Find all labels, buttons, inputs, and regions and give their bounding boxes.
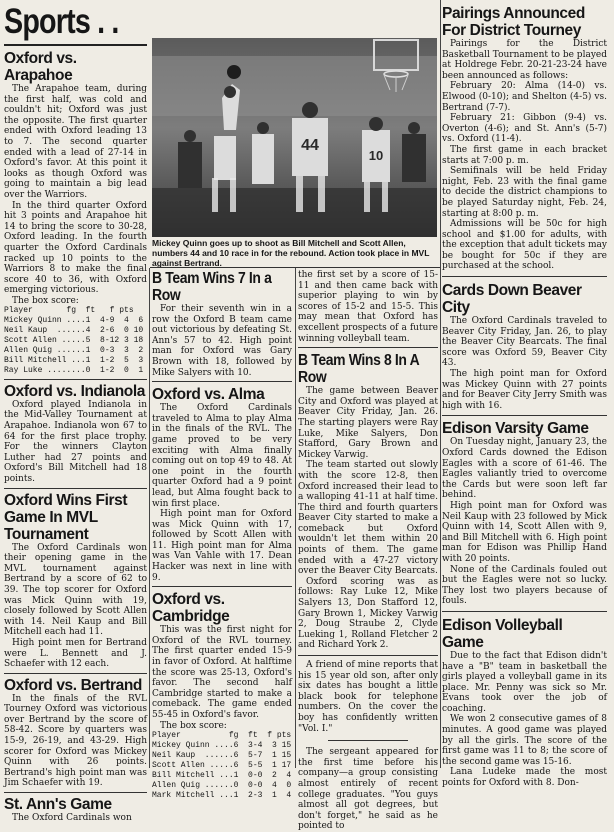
pairings-paragraph: Semifinals will be held Friday night, Feb. 23 with the final game to decide the district champions to be played Saturday night, Feb. 24, starting at 8:00 p. m.: [442, 166, 607, 219]
edison-headline: Edison Varsity Game: [442, 420, 589, 438]
arapahoe-headline: Oxford vs. Arapahoe: [4, 50, 77, 84]
column-middle-right: [298, 270, 438, 832]
indianola-headline: Oxford vs. Indianola: [4, 382, 145, 400]
misc-paragraph: The sergeant appeared for the first time before his company—a group consisting almost entirely of recent college graduates. "You guys almost all got degrees, but don't forget," he said as he pointed to: [298, 747, 438, 832]
beaver-headline: Cards Down Beaver City: [442, 282, 582, 317]
column-right: [442, 0, 607, 789]
photo: [152, 38, 437, 237]
bteam8-headline: B Team Wins 8 In A Row: [298, 352, 419, 387]
edison-paragraph: High point man for Oxford was Neil Kaup with 23 followed by Mick Quinn with 14, Scott Allen with 9, and Bill Mitchell with 6. High point man for Edison was Phillip Hand with 20 points.: [442, 500, 607, 564]
cambridge-paragraph: This was the first night for Oxford of the RVL tourney. The first quarter ended 15-9 in favor of Oxford. At halftime the score was 25-13, Oxford's favor. The second half Cambridge started to make a comeback. The game ended 55-45 in Oxford's favor.: [152, 625, 292, 720]
bteam8-paragraph: The game between Beaver City and Oxford was played at Beaver City Friday, Jan. 26. The starting players were Ray Luke, Mike Salyers, Don Stafford, Gary Brown and Mickey Varwig.: [298, 386, 438, 460]
cambridge-box-title: The box score:: [160, 720, 227, 731]
column-rule: [440, 0, 441, 768]
arapahoe-box-title: The box score:: [12, 295, 79, 306]
masthead: Sports . .: [4, 2, 119, 41]
bertrand-headline: Oxford vs. Bertrand: [4, 676, 142, 694]
pairings-paragraph: February 21: Gibbon (9-4) vs. Overton (4-6); and St. Ann's (5-7) vs. Oxford (11-4).: [442, 113, 607, 145]
edison-paragraph: None of the Cardinals fouled out but the Eagles were not so lucky. They lost two players because of fouls.: [442, 564, 607, 607]
basketball-photo: [152, 38, 437, 237]
divider: [328, 740, 408, 741]
divider: [4, 488, 147, 489]
st-anns-paragraph: The Oxford Cardinals won: [12, 813, 132, 824]
volleyball-continued: the first set by a score of 15-11 and then came back with superior playing to win by scores of 15-2 and 15-5. This may mean that Oxford has excellent prospects of a future winning volleyball team.: [298, 270, 438, 344]
bteam8-paragraph: Oxford scoring was as follows: Ray Luke 12, Mike Salyers 13, Don Stafford 12, Gary Brown 1, Mickey Varwig 2, Doug Straube 2, Clyde Lueking 1, Rolland Fletcher 2 and Richard York 2.: [298, 576, 438, 651]
beaver-paragraph: The high point man for Oxford was Mickey Quinn with 27 points and for Beaver City Jerry Smith was high with 16.: [442, 369, 607, 411]
alma-paragraph: High point man for Oxford was Mick Quinn with 17, followed by Scott Allen with 11. High point man for Alma was Van Vahle with 17. Dean Hacker was next in line with 9.: [152, 509, 292, 583]
masthead-rule: [4, 44, 147, 46]
divider: [4, 792, 147, 793]
bteam8-paragraph: The team started out slowly with the score 12-8, then Oxford increased their lead to a walloping 41-11 at half time. The third and fourth quarters Beaver City started to make a comeback but Oxford wouldn't let them within 20 points of them. The game ended with a 47-27 victory over the Beaver City Bearcats.: [298, 460, 438, 577]
pairings-paragraph: Admissions will be 50c for high school and $1.00 for adults, with the exception that adult tickets may be bought for 50c if they are purchased at the school.: [442, 219, 607, 272]
caption-rule: [150, 267, 440, 268]
beaver-paragraph: The Oxford Cardinals traveled to Beaver City Friday, Jan. 26, to play the Beaver City Bearcats. The final score was Oxford 59, Beaver City 43.: [442, 316, 607, 369]
pairings-headline: Pairings Announced For District Tourney: [442, 5, 585, 39]
edison-volley-paragraph: We won 2 consecutive games of 8 minutes. A good game was played by all the girls. The score of the first game was 11 to 8; the score of the second game was 15-16.: [442, 714, 607, 767]
alma-paragraph: The Oxford Cardinals traveled to Alma to play Alma in the finals of the RVL. The game proved to be very exciting with Alma finally coming out on top 49 to 48. At one point in the fourth quarter Oxford had a 9 point lead, but Alma fought back to win first place.: [152, 403, 292, 509]
bteam7-paragraph: For their seventh win in a row the Oxford B team came out victorious by defeating St. Ann's 57 to 42. High point man for Oxford was Gary Brown with 18, followed by Mike Salyers with 10.: [152, 304, 292, 378]
divider: [152, 381, 292, 382]
indianola-paragraph: Oxford played Indianola in the Mid-Valley Tournament at Arapahoe. Indianola won 67 to 64 for the first place trophy. For the winners Clayton Luther had 27 points and Oxford's Bill Mitchell had 18 points.: [4, 399, 147, 484]
arapahoe-paragraph: In the third quarter Oxford hit 3 points and Arapahoe hit 14 to bring the score to 30-28, Oxford leading. In the fourth quarter the Oxford Cardinals racked up 10 points to the Warriors 8 to make the final score 40 to 36, with Oxford emerging victorious.: [4, 200, 147, 296]
divider: [4, 379, 147, 380]
column-left: [4, 0, 147, 824]
mvl-headline: Oxford Wins First Game In MVL Tournament: [4, 491, 128, 543]
photo-caption-box: [152, 238, 437, 269]
column-rule: [295, 268, 296, 768]
cambridge-box-score: Player fg ft f pts Mickey Quinn ....6 3-4 3 15 Neil Kaup ......6 5-7 1 15 Scott Allen .....6 5-5 1 17 Bill Mitchell ...1 0-0 2 4 Allen Quig ......0 0-0 4 0 Mark Mitchell ...1 2-3 1 4: [152, 731, 292, 800]
column-middle-left: [152, 270, 292, 801]
misc-paragraph: A friend of mine reports that his 15 year old son, after only six dates has bought a little black book for telephone numbers. On the cover the boy has confidently written "Vol. I.": [298, 660, 438, 734]
divider: [4, 673, 147, 674]
bertrand-paragraph: In the finals of the RVL Tourney Oxford was victorious over Bertrand by the score of 58-42. Score by quarters was 15-9, 26-19, and 43-29. High scorer for Oxford was Mickey Quinn with 26 points. Bertrand's high point man was Jim Schaefer with 19.: [4, 693, 147, 789]
divider: [298, 655, 438, 656]
divider: [152, 586, 292, 587]
pairings-paragraph: Pairings for the District Basketball Tournament to be played at Holdrege Febr. 20-21-23-24 have been announced as follows:: [442, 39, 607, 81]
edison-volley-paragraph: Due to the fact that Edison didn't have a "B" team in basketball the girls played a volleyball game in its place. Mr. Penny was sick so Mr. Evans took over the job of coaching.: [442, 650, 607, 714]
pairings-paragraph: The first game in each bracket starts at 7:00 p. m.: [442, 144, 607, 166]
edison-volley-headline: Edison Volleyball Game: [442, 616, 563, 651]
mvl-paragraph: The Oxford Cardinals won their opening game in the MVL tournament against Bertrand by a score of 62 to 39. The top scorer for Oxford was Mick Quinn with 19, closely followed by Scott Allen with 14. Neil Kaup and Bill Mitchell each had 11.: [4, 542, 147, 638]
edison-volley-paragraph: Lana Ludeke made the most points for Oxford with 8. Don-: [442, 767, 607, 789]
photo-caption: Mickey Quinn goes up to shoot as Bill Mitchell and Scott Allen, numbers 44 and 10 race in for the rebound. Action took place in MVL against Bertrand.: [152, 238, 430, 269]
arapahoe-paragraph: The Arapahoe team, during the first half, was cold and couldn't hit; Oxford was just the opposite. The first quarter ended with Oxford leading 13 to 7. The second quarter ended with a lead of 27-14 in Oxford's favor. At this point it looks as though Oxford was going to maintain a big lead over the Warriors.: [4, 84, 147, 200]
bteam7-headline: B Team Wins 7 In a Row: [152, 270, 272, 304]
divider: [298, 347, 438, 348]
alma-headline: Oxford vs. Alma: [152, 386, 265, 404]
st-anns-headline: St. Ann's Game: [4, 796, 112, 814]
divider: [442, 276, 607, 277]
column-rule: [149, 268, 150, 768]
arapahoe-box-score: Player fg ft f pts Mickey Quinn ....1 4-9 4 6 Neil Kaup ......4 2-6 0 10 Scott Allen .....5 8-12 3 18 Allen Quig ......1 0-3 3 2 Bill Mitchell ...1 1-2 5 3 Ray Luke ........0 1-2 0 1: [4, 306, 144, 375]
divider: [442, 415, 607, 416]
divider: [442, 611, 607, 612]
edison-paragraph: On Tuesday night, January 23, the Oxford Cards downed the Edison Eagles with a score of 61-46. The Eagles valiantly tried to overcome the Cards but were soon left far behind.: [442, 437, 607, 501]
cambridge-headline: Oxford vs. Cambridge: [152, 591, 230, 626]
mvl-paragraph: High point men for Bertrand were L. Bennett and J. Schaefer with 12 each.: [4, 637, 147, 670]
jersey-number: 10: [368, 148, 384, 163]
jersey-number: 44: [301, 137, 319, 154]
pairings-paragraph: February 20: Alma (14-0) vs. Elwood (0-10); and Shelton (4-5) vs. Bertrand (7-7).: [442, 81, 607, 113]
